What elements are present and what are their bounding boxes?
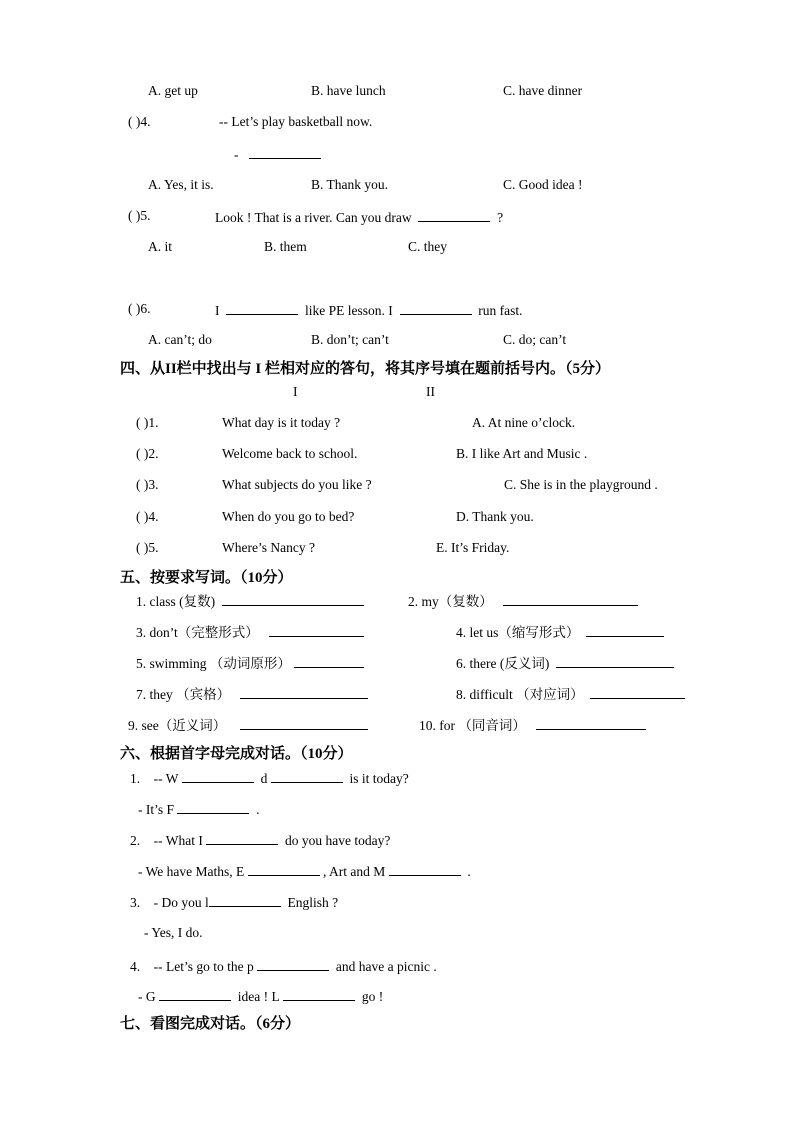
dialog-3-question: 3. - Do you l English ? [130, 892, 338, 912]
word-task-5-blank[interactable] [294, 653, 364, 668]
dialog-4-blank-g[interactable] [159, 986, 231, 1001]
q6-option-c: C. do; can’t [503, 332, 567, 347]
q4-option-c: C. Good idea ! [503, 177, 583, 192]
dialog-4-question: 4. -- Let’s go to the p and have a picnic . [130, 956, 437, 976]
word-task-3: 3. don’t（完整形式） [136, 622, 364, 642]
q3-option-a: A. get up [148, 83, 198, 98]
word-task-6: 6. there (反义词) [456, 653, 674, 673]
section7-heading: 七、看图完成对话。（6分） [120, 1016, 301, 1032]
q6-blank-2[interactable] [400, 300, 472, 315]
q5-option-a: A. it [148, 239, 173, 254]
dialog-3-blank-l[interactable] [209, 892, 281, 907]
dialog-1-blank-f[interactable] [177, 799, 249, 814]
word-task-8: 8. difficult （对应词） [456, 684, 685, 704]
word-task-2: 2. my（复数） [408, 591, 638, 611]
q6-blank-1[interactable] [226, 300, 298, 315]
q6-paren: ( )6. [128, 301, 151, 316]
dialog-1-blank-w[interactable] [182, 768, 254, 783]
dialog-2-blank-w[interactable] [206, 830, 278, 845]
word-task-9-blank[interactable] [240, 715, 368, 730]
match-4-answer: D. Thank you. [456, 509, 534, 524]
match-3-paren: ( )3. [136, 477, 159, 492]
q4-reply: - [234, 144, 321, 164]
match-1-paren: ( )1. [136, 415, 159, 430]
q6-option-b: B. don’t; can’t [311, 332, 389, 347]
word-task-10-blank[interactable] [536, 715, 646, 730]
match-3-question: What subjects do you like ? [222, 477, 372, 492]
q5-option-c: C. they [408, 239, 447, 254]
q4-answer-blank[interactable] [249, 144, 321, 159]
section6-heading: 六、根据首字母完成对话。（10分） [120, 746, 353, 762]
section4-heading: 四、从II栏中找出与 I 栏相对应的答句，将其序号填在题前括号内。（5分） [120, 361, 611, 377]
q6-text: I like PE lesson. I run fast. [215, 300, 523, 320]
dialog-2-blank-m[interactable] [389, 861, 461, 876]
dialog-4-blank-l[interactable] [283, 986, 355, 1001]
q3-option-b: B. have lunch [311, 83, 386, 98]
match-2-question: Welcome back to school. [222, 446, 358, 461]
section4-col2-label: II [426, 384, 435, 399]
match-1-question: What day is it today ? [222, 415, 341, 430]
q5-option-b: B. them [264, 239, 307, 254]
word-task-4: 4. let us（缩写形式） [456, 622, 664, 642]
word-task-8-blank[interactable] [590, 684, 685, 699]
q3-option-c: C. have dinner [503, 83, 583, 98]
word-task-7-blank[interactable] [240, 684, 368, 699]
word-task-5: 5. swimming （动词原形） [136, 653, 364, 673]
dialog-1-blank-d[interactable] [271, 768, 343, 783]
match-2-answer: B. I like Art and Music . [456, 446, 588, 461]
word-task-3-blank[interactable] [269, 622, 364, 637]
match-3-answer: C. She is in the playground . [504, 477, 658, 492]
match-5-question: Where’s Nancy ? [222, 540, 315, 555]
q5-text: Look ! That is a river. Can you draw ? [215, 207, 503, 227]
match-1-answer: A. At nine o’clock. [472, 415, 576, 430]
q4-option-b: B. Thank you. [311, 177, 388, 192]
dialog-2-blank-e[interactable] [248, 861, 320, 876]
word-task-1-blank[interactable] [222, 591, 364, 606]
dialog-2-answer: - We have Maths, E , Art and M . [138, 861, 471, 881]
word-task-10: 10. for （同音词） [419, 715, 646, 735]
dialog-3-answer: - Yes, I do. [144, 925, 203, 940]
dialog-4-answer: - G idea ! L go ! [138, 986, 383, 1006]
q4-paren: ( )4. [128, 114, 151, 129]
word-task-1: 1. class (复数) [136, 591, 364, 611]
match-5-answer: E. It’s Friday. [436, 540, 510, 555]
q4-text: -- Let’s play basketball now. [219, 114, 373, 129]
q4-option-a: A. Yes, it is. [148, 177, 214, 192]
dialog-2-question: 2. -- What I do you have today? [130, 830, 390, 850]
word-task-9: 9. see（近义词） [128, 715, 368, 735]
q5-blank[interactable] [418, 207, 490, 222]
q6-option-a: A. can’t; do [148, 332, 212, 347]
dialog-1-answer: - It’s F . [138, 799, 260, 819]
match-2-paren: ( )2. [136, 446, 159, 461]
match-4-paren: ( )4. [136, 509, 159, 524]
dialog-1-question: 1. -- W d is it today? [130, 768, 409, 788]
section4-col1-label: I [293, 384, 298, 399]
word-task-6-blank[interactable] [556, 653, 674, 668]
word-task-2-blank[interactable] [503, 591, 638, 606]
word-task-7: 7. they （宾格） [136, 684, 368, 704]
dialog-4-blank-p[interactable] [257, 956, 329, 971]
match-4-question: When do you go to bed? [222, 509, 355, 524]
word-task-4-blank[interactable] [586, 622, 664, 637]
section5-heading: 五、按要求写词。（10分） [120, 570, 293, 586]
q5-paren: ( )5. [128, 208, 151, 223]
match-5-paren: ( )5. [136, 540, 159, 555]
